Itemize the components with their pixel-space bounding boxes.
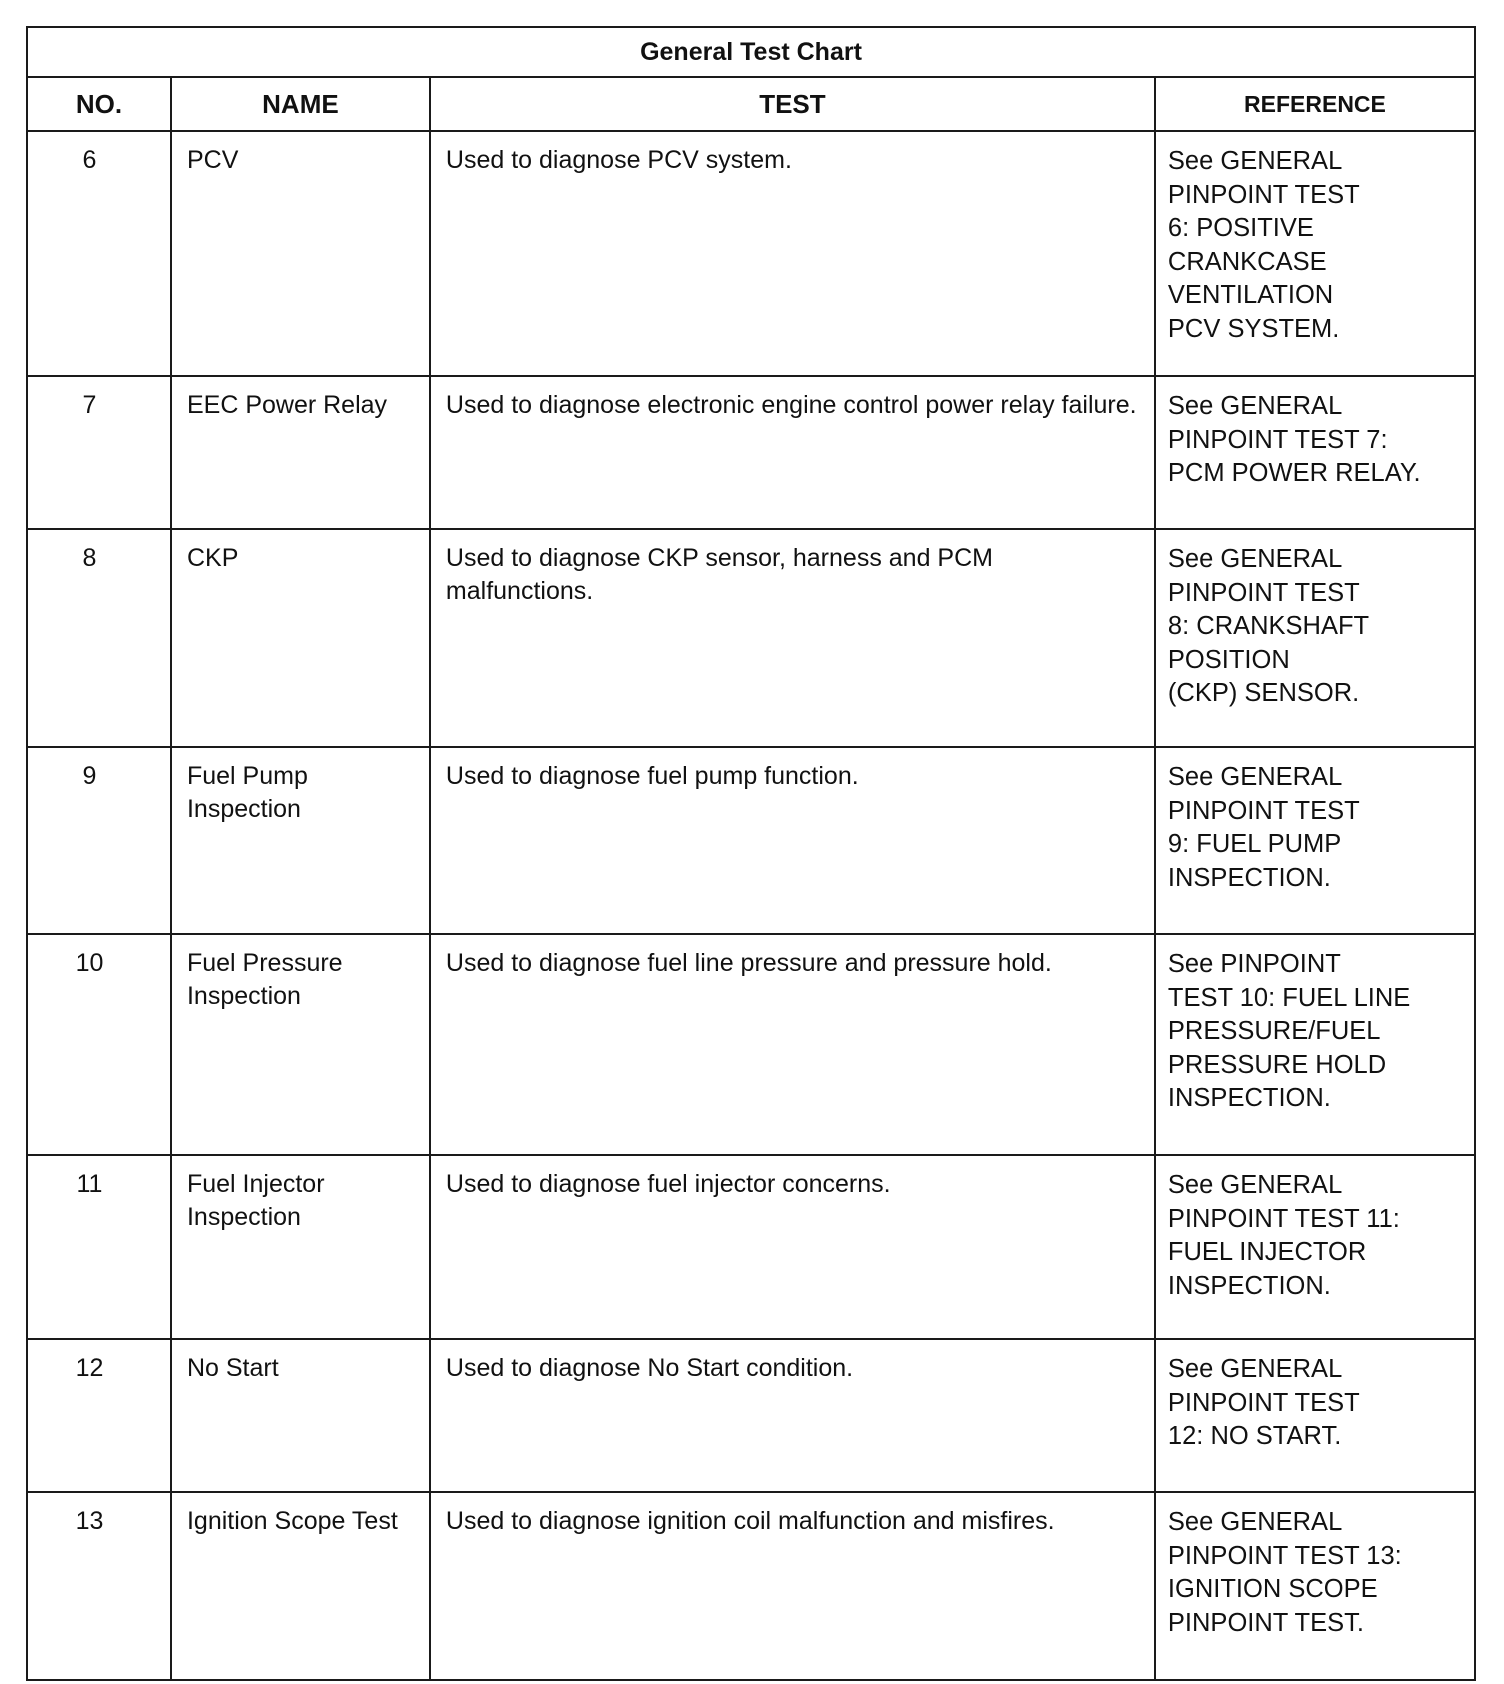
- test-name: Fuel Pressure Inspection: [171, 934, 430, 1155]
- general-test-chart-table: [26, 26, 1476, 1681]
- table-row: [27, 1492, 1475, 1680]
- reference-line: PINPOINT TEST: [1167, 578, 1360, 607]
- reference-line: FUEL INJECTOR: [1167, 1238, 1367, 1266]
- test-description: Used to diagnose fuel line pressure and pressure hold.: [430, 934, 1155, 1155]
- column-header-name: NAME: [171, 77, 430, 131]
- reference-line: (CKP) SENSOR.: [1167, 679, 1360, 707]
- test-name: EEC Power Relay: [171, 376, 430, 529]
- reference-line: PINPOINT TEST 11:: [1167, 1204, 1400, 1233]
- table-row: [27, 1155, 1475, 1339]
- test-description: Used to diagnose electronic engine control power relay failure.: [430, 376, 1155, 529]
- reference-line: See GENERAL: [1167, 1355, 1343, 1383]
- test-name: Fuel Pump Inspection: [171, 747, 430, 934]
- reference-line: CRANKCASE: [1167, 247, 1327, 276]
- reference-line: PINPOINT TEST.: [1167, 1608, 1364, 1637]
- test-name: CKP: [171, 529, 430, 747]
- test-reference: [1155, 376, 1475, 529]
- test-number: 11: [27, 1155, 171, 1339]
- test-number: 13: [27, 1492, 171, 1680]
- test-name: No Start: [171, 1339, 430, 1492]
- reference-line: POSITION: [1167, 645, 1290, 674]
- test-number: 6: [27, 131, 171, 376]
- test-reference: [1155, 131, 1475, 376]
- column-header-reference: REFERENCE: [1155, 77, 1475, 131]
- test-description: Used to diagnose CKP sensor, harness and PCM malfunctions.: [430, 529, 1155, 747]
- reference-line: PINPOINT TEST: [1167, 1388, 1360, 1417]
- reference-line: PINPOINT TEST: [1167, 180, 1360, 209]
- reference-line: See GENERAL: [1167, 1508, 1343, 1536]
- reference-line: PRESSURE HOLD: [1167, 1050, 1387, 1079]
- table-row: [27, 131, 1475, 376]
- test-reference: [1155, 934, 1475, 1155]
- test-description: Used to diagnose fuel injector concerns.: [430, 1155, 1155, 1339]
- test-description: Used to diagnose ignition coil malfunction and misfires.: [430, 1492, 1155, 1680]
- reference-line: VENTILATION: [1167, 281, 1334, 309]
- reference-line: INSPECTION.: [1167, 1084, 1331, 1112]
- test-reference: [1155, 529, 1475, 747]
- test-number: 8: [27, 529, 171, 747]
- reference-line: PCM POWER RELAY.: [1167, 459, 1421, 487]
- table-row: [27, 376, 1475, 529]
- test-number: 7: [27, 376, 171, 529]
- reference-line: 12: NO START.: [1167, 1422, 1342, 1450]
- test-description: Used to diagnose No Start condition.: [430, 1339, 1155, 1492]
- reference-line: 9: FUEL PUMP: [1167, 830, 1342, 858]
- reference-line: See GENERAL: [1167, 545, 1343, 573]
- column-header-test: TEST: [430, 77, 1155, 131]
- reference-line: PRESSURE/FUEL: [1167, 1017, 1381, 1045]
- test-reference: [1155, 1492, 1475, 1680]
- test-number: 9: [27, 747, 171, 934]
- table-row: [27, 529, 1475, 747]
- reference-line: See PINPOINT: [1167, 950, 1341, 978]
- test-description: Used to diagnose fuel pump function.: [430, 747, 1155, 934]
- reference-line: See GENERAL: [1167, 763, 1343, 791]
- reference-line: PINPOINT TEST 7:: [1167, 425, 1388, 454]
- test-description: Used to diagnose PCV system.: [430, 131, 1155, 376]
- reference-line: PINPOINT TEST: [1167, 796, 1360, 825]
- reference-line: PINPOINT TEST 13:: [1167, 1541, 1402, 1570]
- reference-line: See GENERAL: [1167, 147, 1343, 175]
- table-row: [27, 1339, 1475, 1492]
- reference-line: PCV SYSTEM.: [1167, 314, 1340, 343]
- table-row: [27, 934, 1475, 1155]
- column-header-no: NO.: [27, 77, 171, 131]
- reference-line: TEST 10: FUEL LINE: [1167, 983, 1411, 1012]
- reference-line: See GENERAL: [1167, 392, 1343, 420]
- reference-line: INSPECTION.: [1167, 1271, 1331, 1300]
- test-number: 10: [27, 934, 171, 1155]
- table-row: [27, 747, 1475, 934]
- reference-line: INSPECTION.: [1167, 863, 1331, 892]
- reference-line: 8: CRANKSHAFT: [1167, 612, 1370, 640]
- test-reference: [1155, 747, 1475, 934]
- test-number: 12: [27, 1339, 171, 1492]
- test-reference: [1155, 1339, 1475, 1492]
- reference-line: See GENERAL: [1167, 1171, 1343, 1199]
- reference-line: 6: POSITIVE: [1167, 214, 1314, 242]
- test-reference: [1155, 1155, 1475, 1339]
- test-name: Fuel Injector Inspection: [171, 1155, 430, 1339]
- reference-line: IGNITION SCOPE: [1167, 1575, 1378, 1603]
- header-row: [27, 77, 1475, 131]
- test-name: Ignition Scope Test: [171, 1492, 430, 1680]
- title-row: [27, 27, 1475, 77]
- chart-title: General Test Chart: [27, 27, 1475, 77]
- test-name: PCV: [171, 131, 430, 376]
